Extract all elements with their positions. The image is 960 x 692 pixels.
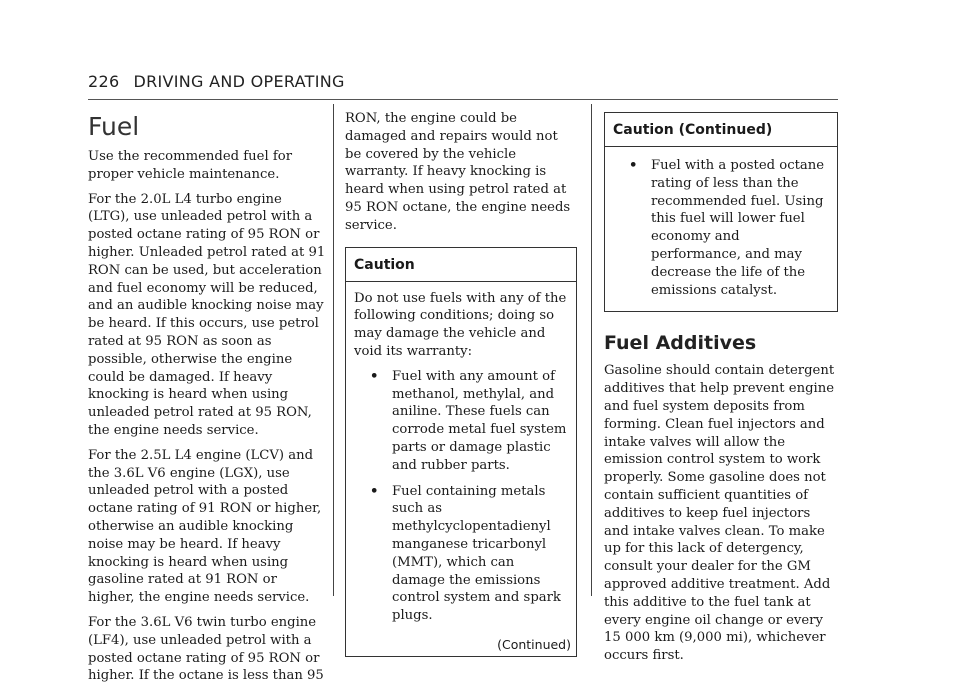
bullet-icon: •	[629, 158, 638, 173]
column-divider	[333, 104, 334, 596]
bullet-icon: •	[370, 368, 379, 384]
bullet-icon: •	[370, 483, 379, 499]
paragraph: For the 2.5L L4 engine (LCV) and the 3.6L V6 engine (LGX), use unleaded petrol with a posted octane rating of 91 RON or higher, otherwise an audible knocking noise may be heard. If heavy knocking is heard when using gasoline rated at 91 RON or higher, the engine needs service.	[88, 447, 322, 606]
caution-heading: Caution (Continued)	[605, 113, 837, 147]
column-3	[604, 112, 838, 672]
list-item	[354, 483, 568, 625]
page-header	[88, 72, 838, 91]
header-rule	[88, 99, 838, 100]
section-title-fuel-additives: Fuel Additives	[604, 332, 757, 355]
section-title-fuel: Fuel	[88, 112, 140, 141]
paragraph: Use the recommended fuel for proper vehicle maintenance.	[88, 149, 293, 182]
list-item-text: Fuel with a posted octane rating of less than the recommended fuel. Using this fuel will lower fuel economy and performance, and may decrease the life of the emissions catalyst.	[651, 158, 825, 298]
caution-body	[346, 282, 576, 637]
paragraph: For the 2.0L L4 turbo engine (LTG), use unleaded petrol with a posted octane rating of 95 RON or higher. Unleaded petrol rated at 91 RON can be used, but acceleration and fuel economy will be reduced, and an audible knocking noise may be heard. If this occurs, use petrol rated at 95 RON as soon as possible, otherwise the engine could be damaged. If heavy knocking is heard when using unleaded petrol rated at 95 RON, the engine needs service.	[88, 191, 326, 438]
paragraph: For the 3.6L V6 twin turbo engine (LF4), use unleaded petrol with a posted octane rating of 95 RON or higher. If the octane is less than 95	[88, 614, 324, 684]
page-number: 226	[88, 72, 120, 91]
chapter-title: DRIVING AND OPERATING	[133, 72, 345, 91]
caution-list	[354, 368, 568, 625]
column-divider	[591, 104, 592, 596]
caution-heading: Caution	[346, 248, 576, 282]
caution-body	[605, 147, 837, 311]
column-2	[345, 110, 577, 657]
caution-box	[345, 247, 577, 657]
list-item-text: Fuel containing metals such as methylcyclopentadienyl manganese tricarbonyl (MMT), which can damage the emissions control system and spark plugs.	[392, 483, 561, 624]
paragraph: Gasoline should contain detergent additives that help prevent engine and fuel system deposits from forming. Clean fuel injectors and intake valves will allow the emission control system to work properly. Some gasoline does not contain sufficient quantities of additives to keep fuel injectors and intake valves clean. To make up for this lack of detergency, consult your dealer for the GM approved additive treatment. Add this additive to the fuel tank at every engine oil change or every 15 000 km (9,000 mi), whichever occurs first.	[604, 363, 835, 664]
column-1	[88, 104, 326, 692]
paragraph: RON, the engine could be damaged and repairs would not be covered by the vehicle warranty. If heavy knocking is heard when using petrol rated at 95 RON octane, the engine needs service.	[345, 111, 571, 233]
list-item	[613, 157, 829, 299]
caution-list	[613, 157, 829, 299]
continued-label: (Continued)	[497, 636, 571, 652]
caution-intro: Do not use fuels with any of the following conditions; doing so may damage the vehicle and void its warranty:	[354, 290, 567, 359]
list-item-text: Fuel with any amount of methanol, methylal, and aniline. These fuels can corrode metal fuel system parts or damage plastic and rubber parts.	[392, 368, 567, 473]
caution-box-continued	[604, 112, 838, 312]
list-item	[354, 368, 568, 475]
